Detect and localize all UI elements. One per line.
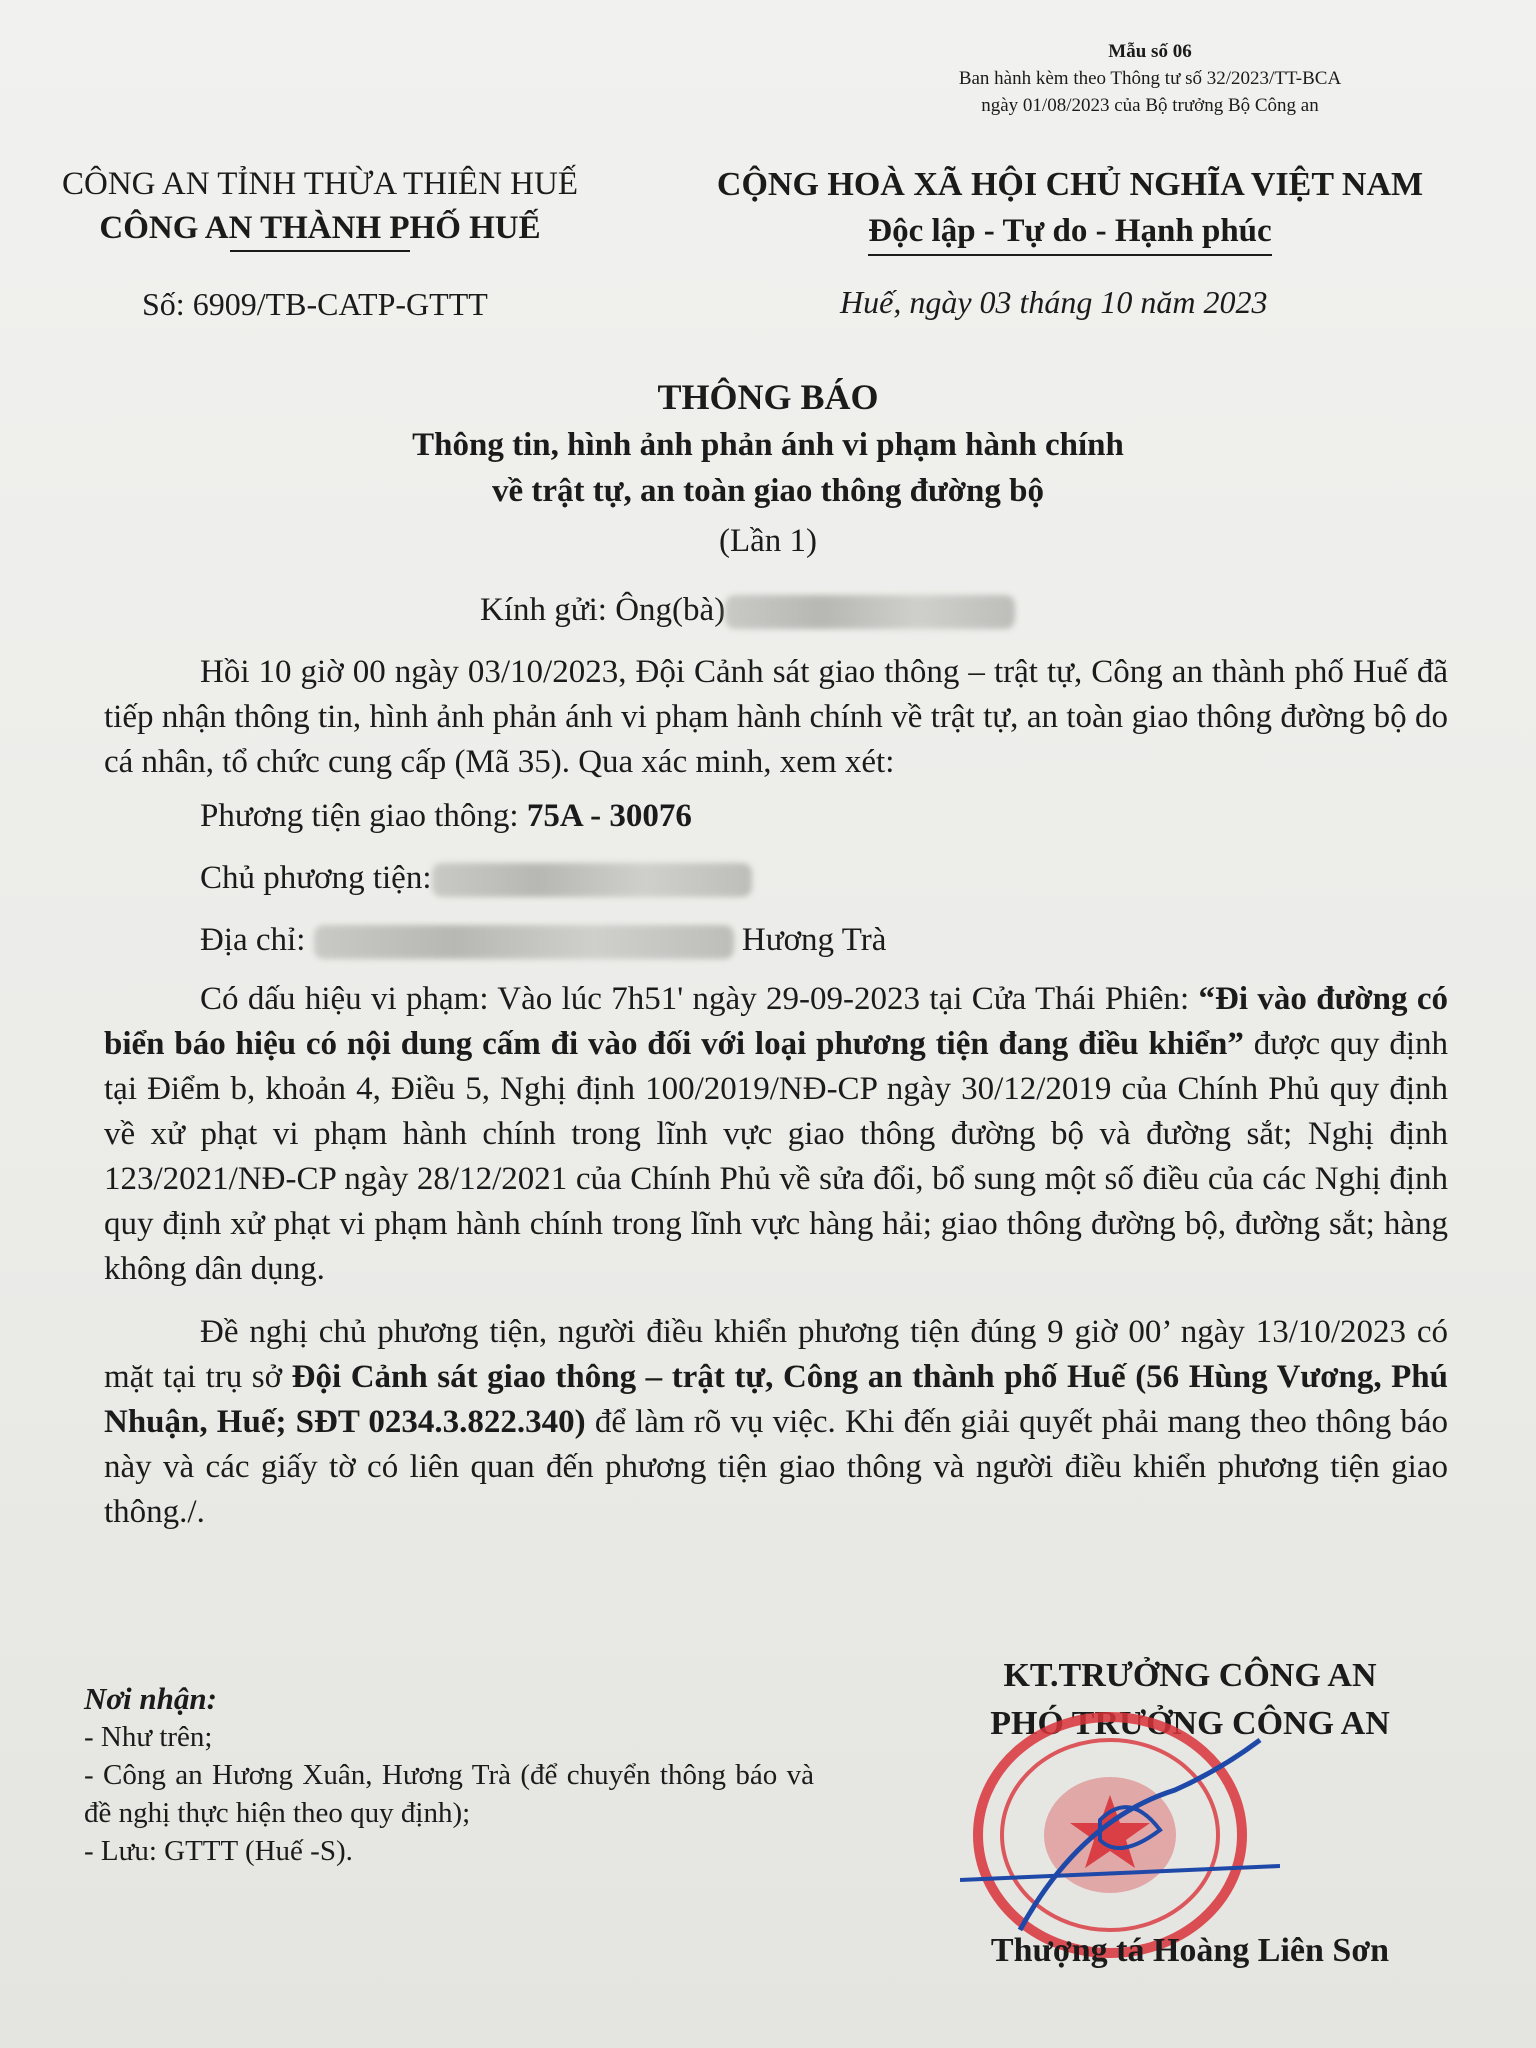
violation-quote: “Đi vào đường có biển báo hiệu có nội dung cấm đi vào đối với loại phương tiện đang điều khiển” <box>104 981 1449 1062</box>
document-number <box>142 286 488 323</box>
redacted-address <box>314 925 734 959</box>
signer-role-1: KT.TRƯỞNG CÔNG AN <box>1003 1657 1377 1694</box>
recipient-label: Kính gửi: Ông(bà) <box>480 592 726 628</box>
paragraph-violation <box>104 977 1448 1292</box>
paragraph-received: Hồi 10 giờ 00 ngày 03/10/2023, Đội Cảnh sát giao thông – trật tự, Công an thành phố Huế đã tiếp nhận thông tin, hình ảnh phản ánh vi phạm hành chính về trật tự, an toàn giao thông đường bộ do cá nhân, tổ chức cung cấp (Mã 35). Qua xác minh, xem xét: <box>104 654 1448 780</box>
agency-underline <box>230 250 410 252</box>
violation-legal-basis: được quy định tại Điểm b, khoản 4, Điều 5, Nghị định 100/2019/NĐ-CP ngày 30/12/2019 của Chính Phủ quy định về xử phạt vi phạm hành chính trong lĩnh vực giao thông đường bộ và đường sắt; Nghị định 123/2021/NĐ-CP ngày 28/12/2021 của Chính Phủ về sửa đổi, bổ sung một số điều của các Nghị định quy định xử phạt vi phạm hành chính trong lĩnh vực hàng hải; giao thông đường bộ, đường sắt; hàng không dân dụng. <box>104 1026 1449 1287</box>
official-seal-icon <box>960 1700 1280 1960</box>
issuing-agency <box>20 162 620 252</box>
title-sub-2: về trật tự, an toàn giao thông đường bộ <box>491 473 1044 509</box>
doc-number-label: Số: <box>142 286 185 322</box>
doc-number-value: 6909/TB-CATP-GTTT <box>192 286 488 322</box>
document-date: Huế, ngày 03 tháng 10 năm 2023 <box>840 284 1268 320</box>
address-line <box>104 909 1448 971</box>
motto: Độc lập - Tự do - Hạnh phúc <box>868 208 1271 256</box>
recipients-heading: Nơi nhận: <box>84 1681 217 1716</box>
signer-role-2: PHÓ TRƯỞNG CÔNG AN <box>990 1705 1390 1742</box>
nation-name: CỘNG HOÀ XÃ HỘI CHỦ NGHĨA VIỆT NAM <box>716 166 1424 203</box>
address-label: Địa chỉ: <box>200 922 306 958</box>
owner-label: Chủ phương tiện: <box>200 860 432 896</box>
recipient-item: - Công an Hương Xuân, Hương Trà (để chuyển thông báo và đề nghị thực hiện theo quy định); <box>84 1759 814 1829</box>
address-tail: Hương Trà <box>741 922 887 958</box>
request-office: Đội Cảnh sát giao thông – trật tự, Công an thành phố Huế (56 Hùng Vương, Phú Nhuận, Huế; SĐT 0234.3.822.340) <box>104 1359 1448 1440</box>
redacted-recipient <box>725 595 1015 629</box>
paragraph-request <box>104 1310 1448 1535</box>
recipient-item: - Như trên; <box>84 1721 213 1753</box>
title-main: THÔNG BÁO <box>657 377 879 417</box>
title-sub-1: Thông tin, hình ảnh phản ánh vi phạm hành chính <box>412 427 1124 463</box>
redacted-owner <box>432 863 752 897</box>
national-header <box>680 162 1460 256</box>
form-code-line-2: ngày 01/08/2023 của Bộ trưởng Bộ Công an <box>981 95 1319 116</box>
form-code-title: Mẫu số 06 <box>1108 41 1192 62</box>
recipient-line <box>480 592 1015 629</box>
agency-name: CÔNG AN THÀNH PHỐ HUẾ <box>99 210 541 246</box>
recipients-list <box>84 1680 814 1870</box>
request-instructions: để làm rõ vụ việc. Khi đến giải quyết phải mang theo thông báo này và các giấy tờ có liên quan đến phương tiện giao thông và người điều khiển phương tiện giao thông./. <box>104 1404 1449 1530</box>
violation-intro: Có dấu hiệu vi phạm: Vào lúc 7h51' ngày 29-09-2023 tại Cửa Thái Phiên: <box>200 981 1190 1017</box>
document-title <box>0 372 1536 568</box>
signer-name: Thượng tá Hoàng Liên Sơn <box>990 1932 1390 1969</box>
vehicle-plate: 75A - 30076 <box>526 798 692 834</box>
vehicle-line <box>104 785 1448 847</box>
owner-line <box>104 847 1448 909</box>
vehicle-label: Phương tiện giao thông: <box>200 798 519 834</box>
title-times: (Lần 1) <box>718 523 818 559</box>
recipient-item: - Lưu: GTTT (Huế -S). <box>84 1835 353 1867</box>
form-code-line-1: Ban hành kèm theo Thông tư số 32/2023/TT-BCA <box>958 68 1342 89</box>
form-code-block <box>900 38 1400 119</box>
agency-parent: CÔNG AN TỈNH THỪA THIÊN HUẾ <box>61 166 578 202</box>
request-time: Đề nghị chủ phương tiện, người điều khiển phương tiện đúng 9 giờ 00’ ngày 13/10/2023 có mặt tại trụ sở <box>104 1314 1448 1395</box>
document-body <box>104 650 1448 1535</box>
